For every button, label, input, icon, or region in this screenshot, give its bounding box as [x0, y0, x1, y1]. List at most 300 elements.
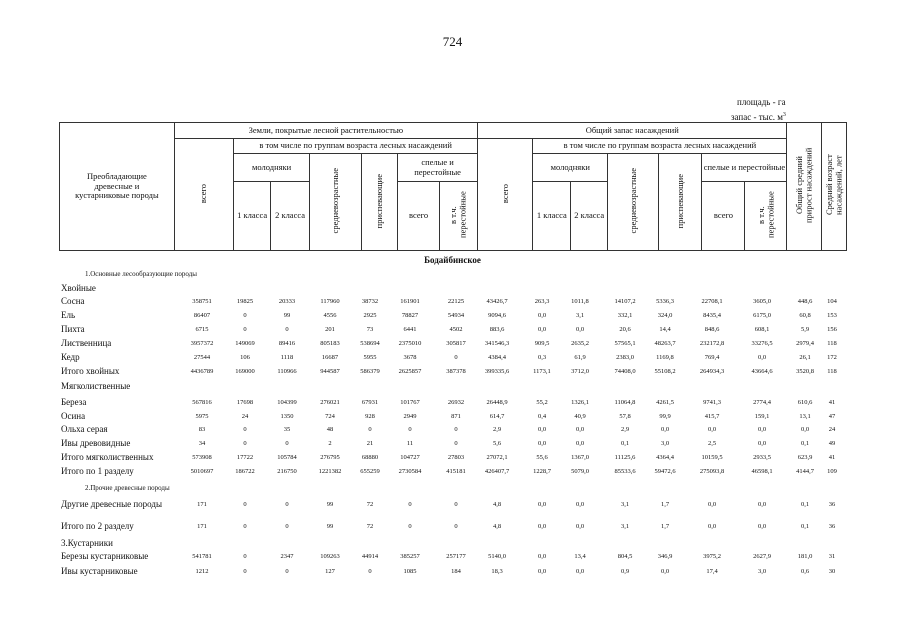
table-cell: 0,0: [707, 426, 717, 433]
table-cell: 67931: [361, 399, 379, 406]
area-unit: площадь - га: [737, 97, 786, 107]
table-row: [0, 411, 905, 423]
table-cell: 1118: [280, 354, 294, 361]
table-cell: 2774,4: [753, 399, 771, 406]
table-cell: 0,0: [660, 568, 670, 575]
table-cell: 3605,0: [753, 298, 771, 305]
row-label: Другие древесные породы: [61, 499, 163, 509]
table-cell: 109263: [320, 553, 340, 560]
table-cell: 4261,5: [656, 399, 674, 406]
table-cell: 341546,3: [484, 340, 510, 347]
table-cell: 4364,4: [656, 454, 674, 461]
table-cell: 8435,4: [703, 312, 721, 319]
table-cell: 804,5: [617, 553, 633, 560]
table-cell: 0,0: [537, 501, 547, 508]
table-cell: 0,0: [757, 354, 767, 361]
species-header: Преобладающие древесные и кустарниковые породы: [60, 123, 175, 251]
table-cell: 2375010: [398, 340, 422, 347]
land-maturing-header: приспевающие: [362, 154, 398, 251]
table-cell: 871: [451, 413, 461, 420]
table-cell: 26448,9: [486, 399, 508, 406]
table-cell: 9094,6: [488, 312, 506, 319]
table-cell: 1221382: [318, 468, 342, 475]
row-label: Итого мягколиственных: [61, 452, 154, 462]
table-cell: 0,0: [537, 326, 547, 333]
section-title: 2.Прочие древесные породы: [85, 484, 170, 492]
table-cell: 72: [366, 523, 374, 530]
table-cell: 57565,1: [614, 340, 636, 347]
row-label: Осина: [61, 411, 86, 421]
table-cell: 0,0: [537, 553, 547, 560]
table-cell: 26932: [447, 399, 465, 406]
table-cell: 60,8: [799, 312, 811, 319]
table-cell: 104399: [277, 399, 297, 406]
table-cell: 171: [197, 523, 207, 530]
table-cell: 4436789: [190, 368, 214, 375]
land-class1-header: 1 класса: [234, 182, 271, 251]
table-cell: 573908: [192, 454, 212, 461]
table-cell: 387378: [446, 368, 466, 375]
table-cell: 0: [454, 523, 458, 530]
table-cell: 4502: [449, 326, 463, 333]
land-young-header: молодняки: [234, 154, 310, 182]
stock-class1-header: 1 класса: [533, 182, 571, 251]
table-row: [0, 366, 905, 378]
table-cell: 2925: [363, 312, 377, 319]
group-title: Хвойные: [61, 283, 96, 293]
row-label: Ель: [61, 310, 76, 320]
table-cell: 2635,2: [571, 340, 589, 347]
table-cell: 883,6: [489, 326, 505, 333]
table-cell: 358751: [192, 298, 212, 305]
land-mature-total-header: всего: [398, 182, 440, 251]
table-cell: 0,0: [757, 426, 767, 433]
table-cell: 3,0: [757, 568, 767, 575]
row-label: Березы кустарниковые: [61, 551, 149, 561]
land-total-header: всего: [174, 139, 233, 251]
table-cell: 1350: [280, 413, 294, 420]
row-label: Ивы кустарниковые: [61, 566, 138, 576]
table-cell: 38732: [361, 298, 379, 305]
table-cell: 184: [451, 568, 461, 575]
table-cell: 201: [325, 326, 335, 333]
table-cell: 41: [828, 399, 836, 406]
table-cell: 5010697: [190, 468, 214, 475]
table-cell: 19825: [236, 298, 254, 305]
table-cell: 2730584: [398, 468, 422, 475]
table-cell: 35: [283, 426, 291, 433]
table-cell: 186722: [235, 468, 255, 475]
table-row: [0, 521, 905, 533]
table-cell: 41: [828, 454, 836, 461]
table-cell: 0,1: [620, 440, 630, 447]
table-row: [0, 310, 905, 322]
table-row: [0, 466, 905, 478]
table-cell: 74408,0: [614, 368, 636, 375]
stock-total-header: всего: [478, 139, 533, 251]
table-cell: 46598,1: [751, 468, 773, 475]
table-cell: 332,1: [617, 312, 633, 319]
table-cell: 27544: [193, 354, 211, 361]
table-cell: 55,6: [536, 454, 548, 461]
table-cell: 0,0: [575, 426, 585, 433]
table-cell: 769,4: [704, 354, 720, 361]
table-cell: 0: [243, 426, 247, 433]
table-cell: 0: [368, 426, 372, 433]
table-cell: 104727: [400, 454, 420, 461]
table-cell: 216750: [277, 468, 297, 475]
table-cell: 99,9: [659, 413, 671, 420]
table-cell: 36: [828, 501, 836, 508]
table-cell: 159,1: [754, 413, 770, 420]
table-cell: 2,5: [707, 440, 717, 447]
table-cell: 104: [827, 298, 837, 305]
table-cell: 99: [283, 312, 291, 319]
table-cell: 169000: [235, 368, 255, 375]
table-cell: 0: [285, 440, 289, 447]
table-cell: 3,0: [660, 440, 670, 447]
table-row: [0, 452, 905, 464]
table-cell: 101767: [400, 399, 420, 406]
table-cell: 3,1: [620, 501, 630, 508]
table-cell: 1326,1: [571, 399, 589, 406]
table-cell: 117960: [320, 298, 340, 305]
row-label: Итого хвойных: [61, 366, 120, 376]
table-cell: 55,2: [536, 399, 548, 406]
table-cell: 0,0: [757, 440, 767, 447]
table-cell: 11: [406, 440, 414, 447]
table-cell: 0: [243, 501, 247, 508]
table-cell: 11125,6: [614, 454, 636, 461]
table-cell: 0: [243, 553, 247, 560]
table-cell: 57,8: [619, 413, 631, 420]
table-cell: 0,0: [537, 426, 547, 433]
table-cell: 161901: [400, 298, 420, 305]
table-cell: 13,1: [799, 413, 811, 420]
table-cell: 27072,1: [486, 454, 508, 461]
table-cell: 6175,0: [753, 312, 771, 319]
table-cell: 276021: [320, 399, 340, 406]
table-cell: 415181: [446, 468, 466, 475]
table-cell: 0: [408, 501, 412, 508]
table-cell: 109: [827, 468, 837, 475]
table-cell: 118: [827, 340, 837, 347]
table-cell: 86407: [193, 312, 211, 319]
table-cell: 0: [454, 440, 458, 447]
table-cell: 2383,0: [616, 354, 634, 361]
table-row: [0, 438, 905, 450]
table-cell: 0: [243, 440, 247, 447]
table-cell: 0: [408, 426, 412, 433]
table-cell: 1,7: [660, 523, 670, 530]
table-row: [0, 338, 905, 350]
table-cell: 610,6: [797, 399, 813, 406]
table-cell: 54934: [447, 312, 465, 319]
table-cell: 40,9: [574, 413, 586, 420]
table-cell: 324,0: [657, 312, 673, 319]
table-cell: 3957372: [190, 340, 214, 347]
row-label: Пихта: [61, 324, 85, 334]
table-cell: 276795: [320, 454, 340, 461]
table-row: [0, 324, 905, 336]
table-cell: 0,0: [537, 312, 547, 319]
table-cell: 44914: [361, 553, 379, 560]
table-cell: 181,0: [797, 553, 813, 560]
land-class2-header: 2 класса: [271, 182, 310, 251]
table-cell: 99: [326, 501, 334, 508]
table-cell: 909,5: [534, 340, 550, 347]
table-cell: 0,0: [575, 523, 585, 530]
table-cell: 538694: [360, 340, 380, 347]
region-title: Бодайбинское: [424, 255, 481, 265]
table-cell: 0: [368, 568, 372, 575]
avg-age-header: Средний возраст насаждений, лет: [822, 123, 847, 251]
table-cell: 47: [828, 413, 836, 420]
table-header: [59, 122, 847, 251]
stock-class2-header: 2 класса: [571, 182, 608, 251]
table-cell: 0: [243, 523, 247, 530]
row-label: Ивы древовидные: [61, 438, 131, 448]
table-cell: 149069: [235, 340, 255, 347]
table-cell: 623,9: [797, 454, 813, 461]
table-row: [0, 551, 905, 563]
stock-overmature-header: в т.ч. перестойные: [745, 182, 787, 251]
table-cell: 72: [366, 501, 374, 508]
table-cell: 0,1: [800, 501, 810, 508]
table-cell: 0,1: [800, 523, 810, 530]
table-cell: 5955: [363, 354, 377, 361]
table-cell: 724: [325, 413, 335, 420]
row-label: Кедр: [61, 352, 80, 362]
table-cell: 24: [828, 426, 836, 433]
table-cell: 541781: [192, 553, 212, 560]
table-cell: 21: [366, 440, 374, 447]
table-cell: 55108,2: [654, 368, 676, 375]
table-cell: 426407,7: [484, 468, 510, 475]
table-cell: 4,8: [492, 523, 502, 530]
stock-mature-header: спелые и перестойные: [702, 154, 787, 182]
table-cell: 0,0: [757, 523, 767, 530]
row-label: Итого по 1 разделу: [61, 466, 134, 476]
table-cell: 0,0: [707, 523, 717, 530]
table-cell: 257177: [446, 553, 466, 560]
table-cell: 22125: [447, 298, 465, 305]
table-cell: 2627,9: [753, 553, 771, 560]
table-cell: 263,3: [534, 298, 550, 305]
stock-mature-total-header: всего: [702, 182, 745, 251]
table-cell: 127: [325, 568, 335, 575]
table-cell: 0,0: [707, 501, 717, 508]
table-cell: 0: [243, 326, 247, 333]
table-cell: 0,0: [575, 501, 585, 508]
table-cell: 153: [827, 312, 837, 319]
table-cell: 5336,3: [656, 298, 674, 305]
table-cell: 11064,8: [614, 399, 636, 406]
table-cell: 0,6: [800, 568, 810, 575]
table-row: [0, 566, 905, 578]
table-row: [0, 296, 905, 308]
table-cell: 13,4: [574, 553, 586, 560]
group-title: Мягколиственные: [61, 381, 131, 391]
table-cell: 848,6: [704, 326, 720, 333]
table-cell: 4556: [323, 312, 337, 319]
table-cell: 61,9: [574, 354, 586, 361]
row-label: Ольха серая: [61, 424, 108, 434]
table-cell: 9741,3: [703, 399, 721, 406]
table-cell: 0,0: [575, 440, 585, 447]
table-cell: 2,9: [620, 426, 630, 433]
table-cell: 4384,4: [488, 354, 506, 361]
table-cell: 48: [326, 426, 334, 433]
table-cell: 399335,6: [484, 368, 510, 375]
table-cell: 805183: [320, 340, 340, 347]
table-row: [0, 424, 905, 436]
table-cell: 567816: [192, 399, 212, 406]
table-cell: 0,0: [537, 440, 547, 447]
land-overmature-header: в т.ч. перестойные: [440, 182, 478, 251]
table-cell: 0,1: [800, 440, 810, 447]
table-cell: 4,8: [492, 501, 502, 508]
table-cell: 6715: [195, 326, 209, 333]
table-cell: 6441: [403, 326, 417, 333]
table-cell: 27803: [447, 454, 465, 461]
table-cell: 1169,8: [656, 354, 674, 361]
table-cell: 0,9: [620, 568, 630, 575]
table-cell: 0: [454, 354, 458, 361]
table-cell: 106: [240, 354, 250, 361]
table-cell: 14107,2: [614, 298, 636, 305]
stock-maturing-header: приспевающие: [659, 154, 702, 251]
land-middle-header: средневозрастные: [310, 154, 362, 251]
table-cell: 17,4: [706, 568, 718, 575]
table-cell: 0: [408, 523, 412, 530]
table-cell: 83: [198, 426, 206, 433]
table-cell: 3,1: [575, 312, 585, 319]
table-cell: 36: [828, 523, 836, 530]
table-cell: 448,6: [797, 298, 813, 305]
row-label: Лиственница: [61, 338, 112, 348]
stock-unit: запас - тыс. $м^3$: [731, 112, 786, 122]
row-label: Береза: [61, 397, 87, 407]
stock-middle-header: средневозрастные: [608, 154, 659, 251]
table-cell: 655259: [360, 468, 380, 475]
table-cell: 105784: [277, 454, 297, 461]
table-cell: 0: [285, 568, 289, 575]
table-cell: 0: [243, 568, 247, 575]
table-cell: 415,7: [704, 413, 720, 420]
table-cell: 14,4: [659, 326, 671, 333]
table-cell: 1085: [403, 568, 417, 575]
table-cell: 1173,1: [533, 368, 551, 375]
table-cell: 3678: [403, 354, 417, 361]
table-cell: 614,7: [489, 413, 505, 420]
table-cell: 5,6: [492, 440, 502, 447]
table-cell: 16687: [321, 354, 339, 361]
land-mature-header: спелые и перестойные: [398, 154, 478, 182]
table-cell: 26,1: [799, 354, 811, 361]
table-cell: 172: [827, 354, 837, 361]
table-cell: 85533,6: [614, 468, 636, 475]
table-cell: 118: [827, 368, 837, 375]
table-cell: 1228,7: [533, 468, 551, 475]
table-cell: 17722: [236, 454, 254, 461]
table-cell: 59472,6: [654, 468, 676, 475]
stock-by-age-header: в том числе по группам возраста лесных насаждений: [533, 139, 787, 154]
table-cell: 0: [243, 312, 247, 319]
table-cell: 73: [366, 326, 374, 333]
stock-young-header: молодняки: [533, 154, 608, 182]
stock-group-header: Общий запас насаждений: [478, 123, 787, 139]
table-cell: 2949: [403, 413, 417, 420]
table-cell: 264934,3: [699, 368, 725, 375]
table-cell: 2625857: [398, 368, 422, 375]
table-cell: 608,1: [754, 326, 770, 333]
table-cell: 89416: [278, 340, 296, 347]
table-cell: 30: [828, 568, 836, 575]
table-cell: 22708,1: [701, 298, 723, 305]
table-row: [0, 352, 905, 364]
table-cell: 0,0: [575, 326, 585, 333]
table-cell: 346,9: [657, 553, 673, 560]
section-title: 1.Основные лесообразующие породы: [85, 270, 197, 278]
table-cell: 43664,6: [751, 368, 773, 375]
table-cell: 68880: [361, 454, 379, 461]
table-cell: 3712,0: [571, 368, 589, 375]
table-cell: 4144,7: [796, 468, 814, 475]
table-cell: 944587: [320, 368, 340, 375]
table-cell: 3,1: [620, 523, 630, 530]
land-by-age-header: в том числе по группам возраста лесных насаждений: [234, 139, 478, 154]
table-cell: 3520,8: [796, 368, 814, 375]
row-label: Сосна: [61, 296, 85, 306]
table-cell: 2933,5: [753, 454, 771, 461]
land-group-header: Земли, покрытые лесной растительностью: [174, 123, 477, 139]
table-cell: 2979,4: [796, 340, 814, 347]
table-cell: 0: [454, 501, 458, 508]
table-cell: 99: [326, 523, 334, 530]
table-cell: 0: [285, 501, 289, 508]
table-cell: 0: [454, 426, 458, 433]
table-row: [0, 499, 905, 511]
table-cell: 385257: [400, 553, 420, 560]
table-cell: 20,6: [619, 326, 631, 333]
table-cell: 5,9: [800, 326, 810, 333]
table-cell: 24: [241, 413, 249, 420]
table-cell: 49: [828, 440, 836, 447]
table-cell: 1011,8: [571, 298, 589, 305]
table-cell: 5975: [195, 413, 209, 420]
table-cell: 275093,8: [699, 468, 725, 475]
table-cell: 0,0: [660, 426, 670, 433]
table-cell: 110966: [277, 368, 297, 375]
row-label: Итого по 2 разделу: [61, 521, 134, 531]
table-cell: 1212: [195, 568, 209, 575]
page-number: 724: [442, 34, 463, 49]
section-title: 3.Кустарники: [61, 538, 113, 548]
table-cell: 17698: [236, 399, 254, 406]
table-cell: 1367,0: [571, 454, 589, 461]
table-cell: 48263,7: [654, 340, 676, 347]
table-row: [0, 397, 905, 409]
table-cell: 20333: [278, 298, 296, 305]
table-cell: 0,0: [757, 501, 767, 508]
table-cell: 1,7: [660, 501, 670, 508]
table-cell: 928: [365, 413, 375, 420]
table-cell: 18,3: [491, 568, 503, 575]
table-cell: 78827: [401, 312, 419, 319]
table-cell: 10159,5: [701, 454, 723, 461]
table-cell: 2: [328, 440, 332, 447]
